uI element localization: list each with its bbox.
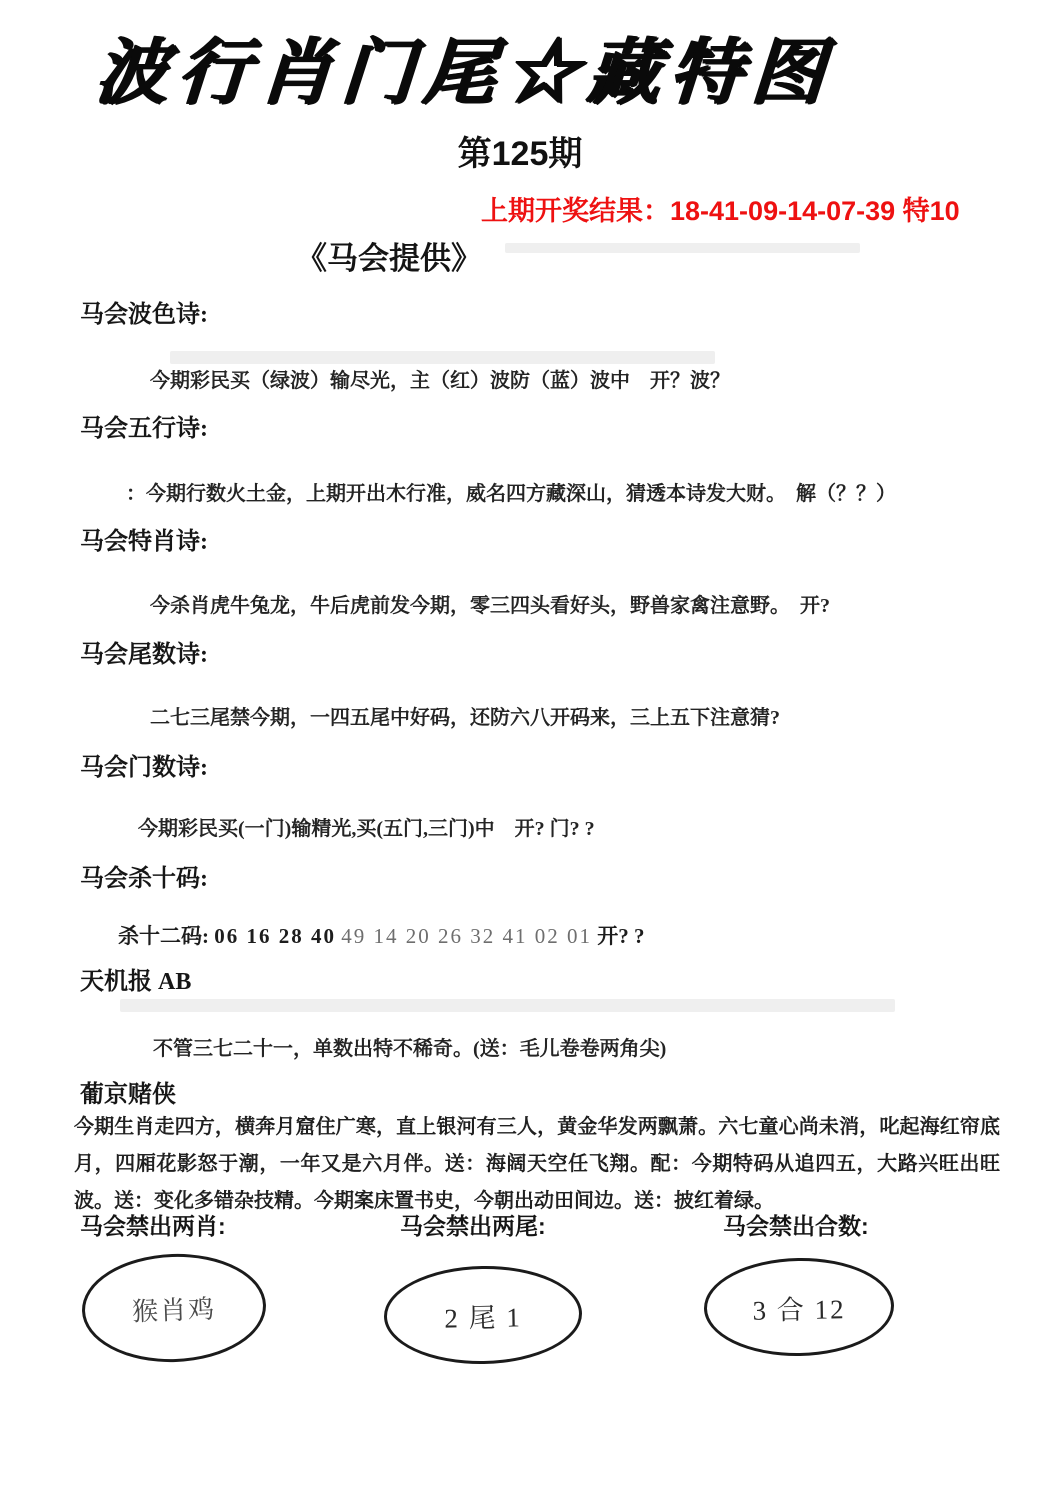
provider-label: 《马会提供》 bbox=[296, 241, 482, 276]
poem-gate-number: 今期彩民买(一门)输精光,买(五门,三门)中 开? 门? ? bbox=[138, 818, 595, 840]
heading-tianji-report: 天机报 AB bbox=[80, 969, 192, 995]
kill-codes-line bbox=[118, 920, 645, 950]
forbidden-zodiacs-value: 猴肖鸡 bbox=[131, 1294, 217, 1326]
forbidden-tails-value: 2 尾 1 bbox=[444, 1301, 523, 1334]
page-title: 波行肖门尾☆藏特图 bbox=[92, 33, 837, 113]
poem-five-elements: ：今期行数火土金，上期开出木行准，威名四方藏深山，猜透本诗发大财。 解（？？） bbox=[126, 483, 896, 505]
kill-codes-light-numbers: 49 14 20 26 32 41 02 01 bbox=[341, 924, 592, 948]
heading-gate-number-poem: 马会门数诗: bbox=[80, 755, 208, 781]
kill-codes-label: 杀十二码: bbox=[118, 924, 209, 948]
scan-artifact bbox=[120, 999, 895, 1012]
poem-tianji: 不管三七二十一，单数出特不稀奇。(送：毛儿卷卷两角尖) bbox=[153, 1038, 667, 1060]
poem-special-zodiac: 今杀肖虎牛兔龙，牛后虎前发今期，零三四头看好头，野兽家禽注意野。 开? bbox=[150, 595, 830, 617]
poem-tail-number: 二七三尾禁今期，一四五尾中好码，还防六八开码来，三上五下注意猜? bbox=[150, 707, 780, 729]
forbidden-sum-oval bbox=[703, 1256, 895, 1357]
last-draw-result: 上期开奖结果：18-41-09-14-07-39 特10 bbox=[481, 196, 960, 226]
heading-pujing-gambler: 葡京赌侠 bbox=[80, 1082, 176, 1108]
pujing-gambler-verse: 今期生肖走四方，横奔月窟住广寒，直上银河有三人，黄金华发两飘萧。六七童心尚未消，叱起海红帘底月，四厢花影怒于潮，一年又是六月伴。送：海阔天空任飞翔。配：今期特码从追四五，大路兴旺出旺波。送：变化多错杂技精。今期案床置书史，今朝出动田间边。送：披红着绿。 bbox=[74, 1116, 1000, 1212]
heading-tail-number-poem: 马会尾数诗: bbox=[80, 642, 208, 668]
forbidden-tails-oval bbox=[383, 1264, 583, 1365]
heading-kill-codes: 马会杀十码: bbox=[80, 866, 208, 892]
label-forbidden-tails: 马会禁出两尾: bbox=[400, 1213, 546, 1239]
issue-number: 第125期 bbox=[457, 135, 583, 173]
scan-artifact bbox=[505, 243, 860, 253]
kill-codes-strong-numbers: 06 16 28 40 bbox=[214, 924, 336, 948]
kill-codes-tail: 开? ? bbox=[597, 924, 645, 948]
label-forbidden-zodiacs: 马会禁出两肖: bbox=[80, 1213, 226, 1239]
forbidden-zodiacs-oval bbox=[80, 1251, 268, 1365]
poem-wave-color: 今期彩民买（绿波）输尽光，主（红）波防（蓝）波中 开？波？ bbox=[150, 370, 730, 392]
scan-artifact bbox=[170, 351, 715, 364]
forbidden-sum-value: 3 合 12 bbox=[752, 1293, 846, 1326]
heading-wave-color-poem: 马会波色诗: bbox=[80, 302, 208, 328]
heading-five-elements-poem: 马会五行诗: bbox=[80, 416, 208, 442]
label-forbidden-sum: 马会禁出合数: bbox=[723, 1213, 869, 1239]
heading-special-zodiac-poem: 马会特肖诗: bbox=[80, 529, 208, 555]
